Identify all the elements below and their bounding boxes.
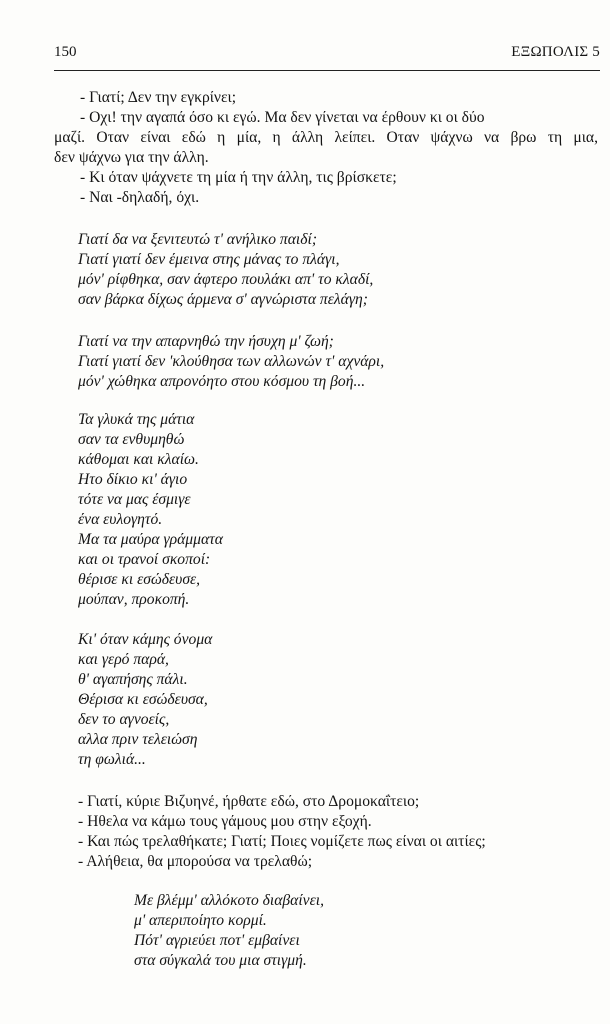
poem-line: Γιατί να την απαρνηθώ την ήσυχη μ' ζωή;	[78, 333, 334, 350]
dialogue-line: - Αλήθεια, θα μπορούσα να τρελαθώ;	[78, 853, 313, 870]
poem-line: μόν' χώθηκα απρονόητο στου κόσμου τη βοή...	[78, 373, 366, 390]
poem-line: και γερό παρά,	[78, 651, 169, 668]
poem-line: αλλα πριν τελειώση	[78, 731, 198, 748]
poem-line: σαν βάρκα δίχως άρμενα σ' αγνώριστα πελάγη;	[78, 291, 368, 308]
dialogue-block-2	[78, 792, 486, 872]
header-rule	[54, 70, 600, 71]
poem-line: σαν τα ενθυμηθώ	[78, 431, 185, 448]
page-number: 150	[54, 44, 77, 60]
poem-line: και οι τρανοί σκοποί:	[78, 551, 211, 568]
running-head: ΕΞΩΠΟΛΙΣ 5	[511, 44, 600, 60]
poem-line: ένα ευλογητό.	[78, 511, 163, 528]
page-header	[54, 44, 600, 66]
poem-line: Γιατί γιατί δεν 'κλούθησα των αλλωνών τ' αχνάρι,	[78, 353, 385, 370]
poem-line: Γιατί δα να ξενιτευτώ τ' ανήλικο παιδί;	[78, 231, 318, 248]
dialogue-line: δεν ψάχνω για την άλλη.	[54, 149, 209, 166]
dialogue-line: μαζί. Οταν είναι εδώ η μία, η άλλη λείπει. Οταν ψάχνω να βρω τη μια,	[54, 129, 598, 146]
poem-line: Μα τα μαύρα γράμματα	[78, 531, 223, 548]
dialogue-line: - Γιατί, κύριε Βιζυηνέ, ήρθατε εδώ, στο Δρομοκαΐτειο;	[78, 793, 420, 810]
poem-line: δεν το αγνοείς,	[78, 711, 170, 728]
dialogue-line: - Γιατί; Δεν την εγκρίνει;	[80, 89, 237, 106]
poem-line: Με βλέμμ' αλλόκοτο διαβαίνει,	[134, 892, 324, 909]
poem-line: τη φωλιά...	[78, 751, 146, 768]
poem-line: θ' αγαπήσης πάλι.	[78, 671, 188, 688]
poem-line: Θέρισα κι εσώδευσα,	[78, 691, 208, 708]
poem-line: Κι' όταν κάμης όνομα	[78, 631, 213, 648]
poem-stanza-3	[78, 410, 223, 610]
poem-line: μούπαν, προκοπή.	[78, 591, 190, 608]
poem-line: Γιατί γιατί δεν έμεινα στης μάνας το πλάγι,	[78, 251, 340, 268]
dialogue-line: - Και πώς τρελαθήκατε; Γιατί; Ποιες νομίζετε πως είναι οι αιτίες;	[78, 833, 486, 850]
dialogue-block-1	[54, 88, 598, 208]
dialogue-line: - Ηθελα να κάμω τους γάμους μου στην εξοχή.	[78, 813, 372, 830]
poem-line: Πότ' αγριεύει ποτ' εμβαίνει	[134, 932, 300, 949]
poem-stanza-2	[78, 332, 384, 392]
poem-line: κάθομαι και κλαίω.	[78, 451, 199, 468]
poem-line: μόν' ρίφθηκα, σαν άφτερο πουλάκι απ' το κλαδί,	[78, 271, 374, 288]
poem-line: Τα γλυκά της μάτια	[78, 411, 195, 428]
poem-line: μ' απεριποίητο κορμί.	[134, 912, 267, 929]
poem-line: θέρισε κι εσώδευσε,	[78, 571, 201, 588]
dialogue-line: - Οχι! την αγαπά όσο κι εγώ. Μα δεν γίνεται να έρθουν κι οι δύο	[80, 109, 485, 126]
poem-stanza-1	[78, 230, 373, 310]
poem-line: τότε να μας έσμιγε	[78, 491, 191, 508]
dialogue-line: - Κι όταν ψάχνετε τη μία ή την άλλη, τις βρίσκετε;	[80, 169, 397, 186]
poem-line: Ητο δίκιο κι' άγιο	[78, 471, 188, 488]
dialogue-line: - Ναι -δηλαδή, όχι.	[80, 189, 200, 206]
poem-stanza-5	[134, 891, 324, 971]
poem-line: στα σύγκαλά του μια στιγμή.	[134, 952, 307, 969]
poem-stanza-4	[78, 630, 212, 770]
